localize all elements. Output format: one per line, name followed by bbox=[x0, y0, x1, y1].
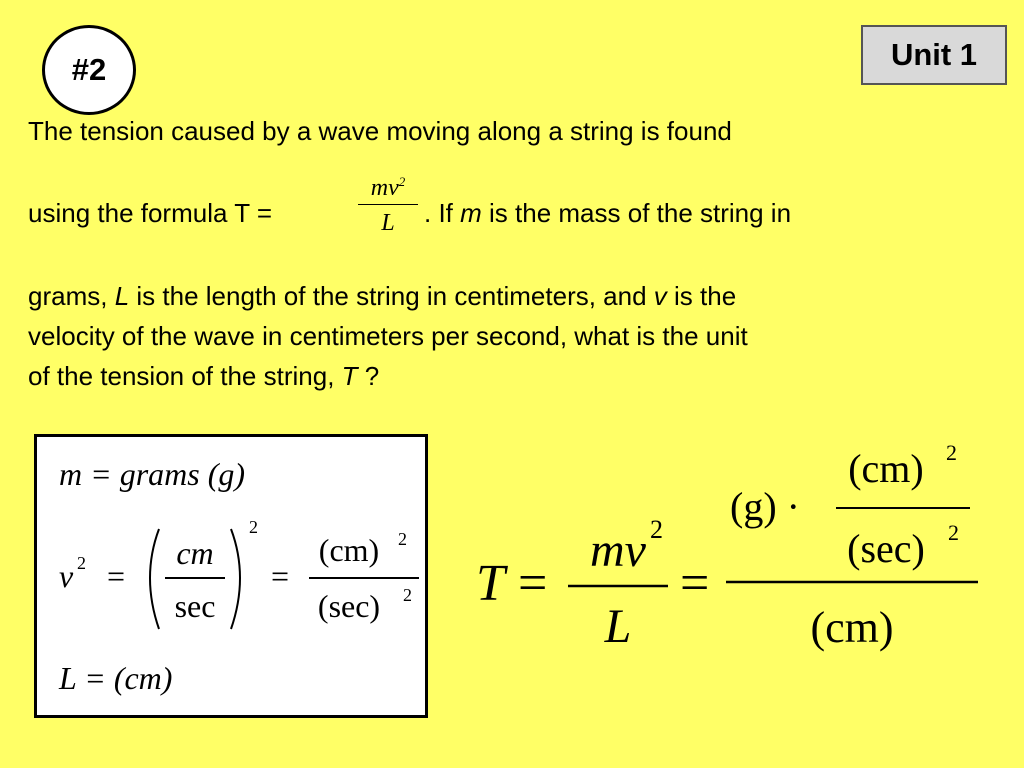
left-paren bbox=[150, 529, 159, 629]
question-line-4: velocity of the wave in centimeters per second, what is the unit bbox=[28, 321, 748, 351]
derivation-g-factor: (g) · bbox=[730, 484, 800, 529]
rhs-sec: (sec) bbox=[317, 588, 381, 624]
question-line-3-mid: is the length of the string in centimeters, and bbox=[129, 281, 654, 311]
givens-equations bbox=[37, 437, 425, 715]
question-line-2 bbox=[28, 198, 272, 229]
derivation-eq-1: = bbox=[518, 555, 548, 612]
inline-formula-denominator: L bbox=[381, 210, 395, 236]
derivation-T: T bbox=[476, 555, 505, 612]
rhs-cm-exp: 2 bbox=[398, 529, 407, 549]
question-line-3-suffix: is the bbox=[666, 281, 737, 311]
unit-label-box bbox=[861, 25, 1007, 85]
var-m: m bbox=[460, 198, 482, 228]
question-line-3 bbox=[28, 281, 736, 312]
var-v: v bbox=[653, 281, 667, 311]
derivation-mv: mv bbox=[590, 524, 646, 577]
question-line-1: The tension caused by a wave moving along a string is found bbox=[28, 116, 732, 146]
question-line-2-rest bbox=[424, 198, 791, 229]
outer-exp: 2 bbox=[249, 517, 258, 537]
inline-formula bbox=[356, 168, 420, 237]
question-line-5-suffix: ? bbox=[357, 361, 380, 391]
question-line-5 bbox=[28, 361, 379, 392]
inline-formula-exponent: 2 bbox=[398, 174, 406, 189]
givens-box bbox=[34, 434, 428, 718]
question-line-2-prefix: using the formula T = bbox=[28, 198, 273, 228]
unit-label: Unit 1 bbox=[890, 37, 978, 72]
inner-cm: cm bbox=[176, 535, 214, 571]
question-line-5-prefix: of the tension of the string, bbox=[28, 361, 342, 391]
derivation-cm-exp: 2 bbox=[946, 440, 957, 465]
inner-sec: sec bbox=[174, 588, 216, 624]
right-paren bbox=[231, 529, 240, 629]
var-T: T bbox=[341, 361, 358, 391]
mass-definition: m = grams (g) bbox=[59, 456, 246, 492]
problem-number-badge bbox=[42, 25, 136, 115]
question-line-2-mid: . If bbox=[424, 198, 461, 228]
v-squared-lhs: v bbox=[59, 558, 74, 594]
derivation-sec-exp: 2 bbox=[948, 520, 959, 545]
derivation-sec-squared: (sec) bbox=[847, 526, 925, 571]
var-L: L bbox=[114, 281, 130, 311]
question-line-2-suffix: is the mass of the string in bbox=[481, 198, 792, 228]
v-squared-exp: 2 bbox=[77, 553, 86, 573]
v-eq-1: = bbox=[107, 558, 126, 594]
derivation-L: L bbox=[604, 600, 632, 653]
rhs-cm: (cm) bbox=[318, 532, 380, 568]
question-line-3-prefix: grams, bbox=[28, 281, 115, 311]
length-definition: L = (cm) bbox=[59, 660, 173, 696]
problem-number: #2 bbox=[71, 52, 107, 87]
derivation-mv-exp: 2 bbox=[650, 515, 663, 544]
rhs-sec-exp: 2 bbox=[403, 585, 412, 605]
inline-formula-bar bbox=[358, 204, 418, 205]
tension-derivation bbox=[440, 430, 1000, 660]
inline-formula-numerator: mv bbox=[370, 175, 399, 201]
derivation-cm-squared: (cm) bbox=[848, 446, 924, 491]
v-eq-2: = bbox=[271, 558, 290, 594]
derivation-den-cm: (cm) bbox=[810, 603, 894, 652]
derivation-eq-2: = bbox=[680, 555, 710, 612]
